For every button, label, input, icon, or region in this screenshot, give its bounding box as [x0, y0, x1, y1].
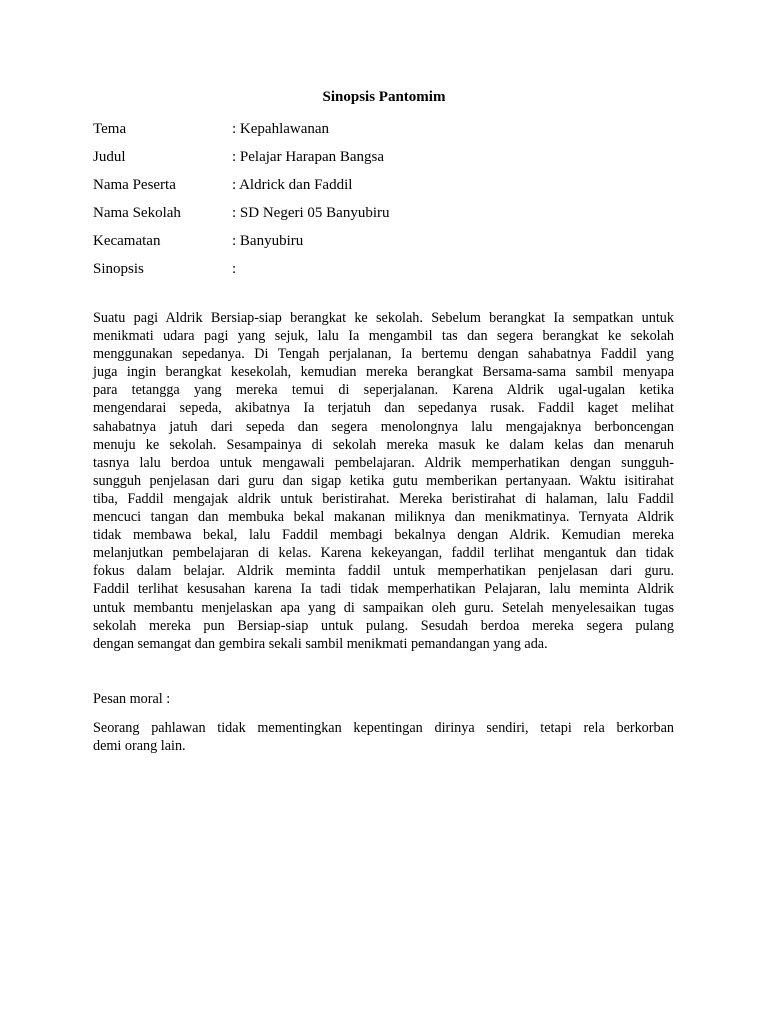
synopsis-line: juga ingin berangkat kesekolah, kemudian mereka berangkat Bersama-sama sambil menyapa	[93, 364, 674, 381]
synopsis-line: fokus dalam belajar. Aldrik meminta faddil untuk memperhatikan penjelasan dari guru.	[93, 563, 674, 580]
synopsis-line: Suatu pagi Aldrik Bersiap-siap berangkat ke sekolah. Sebelum berangkat Ia sempatkan untuk	[93, 310, 674, 326]
synopsis-line: sekolah mereka pun Bersiap-siap untuk pulang. Sesudah berdoa mereka segera pulang	[93, 617, 674, 634]
info-label: Kecamatan	[93, 233, 161, 249]
moral-heading: Pesan moral :	[93, 691, 171, 707]
info-row-judul	[93, 143, 683, 171]
info-label: Nama Peserta	[93, 177, 176, 193]
info-value: : Banyubiru	[232, 233, 304, 249]
moral-paragraph	[93, 719, 674, 755]
info-value: :	[232, 261, 237, 277]
info-label: Sinopsis	[93, 261, 144, 277]
synopsis-line: sahabatnya jatuh dari sepeda dan segera menolongnya lalu mengajaknya berboncengan	[93, 418, 674, 435]
synopsis-line: tasnya lalu berdoa untuk mengawali pembelajaran. Aldrik memperhatikan dengan sungguh-	[93, 454, 674, 471]
info-label: Tema	[93, 121, 127, 137]
synopsis-line: dengan semangat dan gembira sekali sambil menikmati pemandangan yang ada.	[93, 635, 548, 652]
synopsis-line: tiba, Faddil mengajak aldrik untuk beristirahat. Mereka beristirahat di halaman, lalu Faddil	[93, 490, 674, 507]
info-value: : Pelajar Harapan Bangsa	[232, 149, 385, 165]
info-row-sinopsis	[93, 255, 683, 283]
info-label: Nama Sekolah	[93, 205, 181, 221]
info-table	[93, 115, 683, 283]
synopsis-line: para tetangga yang mereka temui di seperjalanan. Karena Aldrik ugal-ugalan ketika	[93, 382, 674, 399]
info-row-tema	[93, 115, 683, 143]
moral-line: demi orang lain.	[93, 738, 186, 755]
info-row-nama-peserta	[93, 171, 683, 199]
synopsis-line: menggunakan sepedanya. Di Tengah perjalanan, Ia bertemu dengan sahabatnya Faddil yang	[93, 346, 674, 363]
synopsis-line: tidak membawa bekal, lalu Faddil membagi bekalnya dengan Aldrik. Kemudian mereka	[93, 527, 674, 544]
synopsis-line: sungguh penjelasan dari guru dan sigap ketika gutu memberikan pertanyaan. Waktu isitirahat	[93, 472, 674, 489]
synopsis-line: melanjutkan pembelajaran di kelas. Karena kekeyangan, faddil terlihat mengantuk dan tidak	[93, 545, 674, 562]
synopsis-line: mencuci tangan dan membuka bekal makanan miliknya dan menikmatinya. Ternyata Aldrik	[93, 509, 674, 526]
synopsis-line: mengendarai sepeda, akibatnya Ia terjatuh dan sepedanya rusak. Faddil kaget melihat	[93, 400, 674, 417]
synopsis-line: menuju ke sekolah. Sesampainya di sekolah mereka masuk ke dalam kelas dan menaruh	[93, 436, 674, 453]
synopsis-paragraph	[93, 309, 674, 653]
synopsis-line: untuk membantu menjelaskan apa yang di sampaikan oleh guru. Setelah menyelesaikan tugas	[93, 599, 674, 616]
info-row-kecamatan	[93, 227, 683, 255]
moral-line: Seorang pahlawan tidak mementingkan kepentingan dirinya sendiri, tetapi rela berkorban	[93, 720, 674, 736]
document-title: Sinopsis Pantomim	[322, 89, 446, 105]
info-label: Judul	[93, 149, 126, 165]
synopsis-line: Faddil terlihat kesusahan karena Ia tadi tidak memperhatikan Pelajaran, lalu meminta Aldrik	[93, 581, 674, 598]
info-value: : Aldrick dan Faddil	[232, 177, 353, 193]
info-row-nama-sekolah	[93, 199, 683, 227]
info-value: : Kepahlawanan	[232, 121, 330, 137]
synopsis-line: menikmati udara pagi yang sejuk, lalu Ia mengambil tas dan segera berangkat ke sekolah	[93, 328, 674, 345]
info-value: : SD Negeri 05 Banyubiru	[232, 205, 390, 221]
